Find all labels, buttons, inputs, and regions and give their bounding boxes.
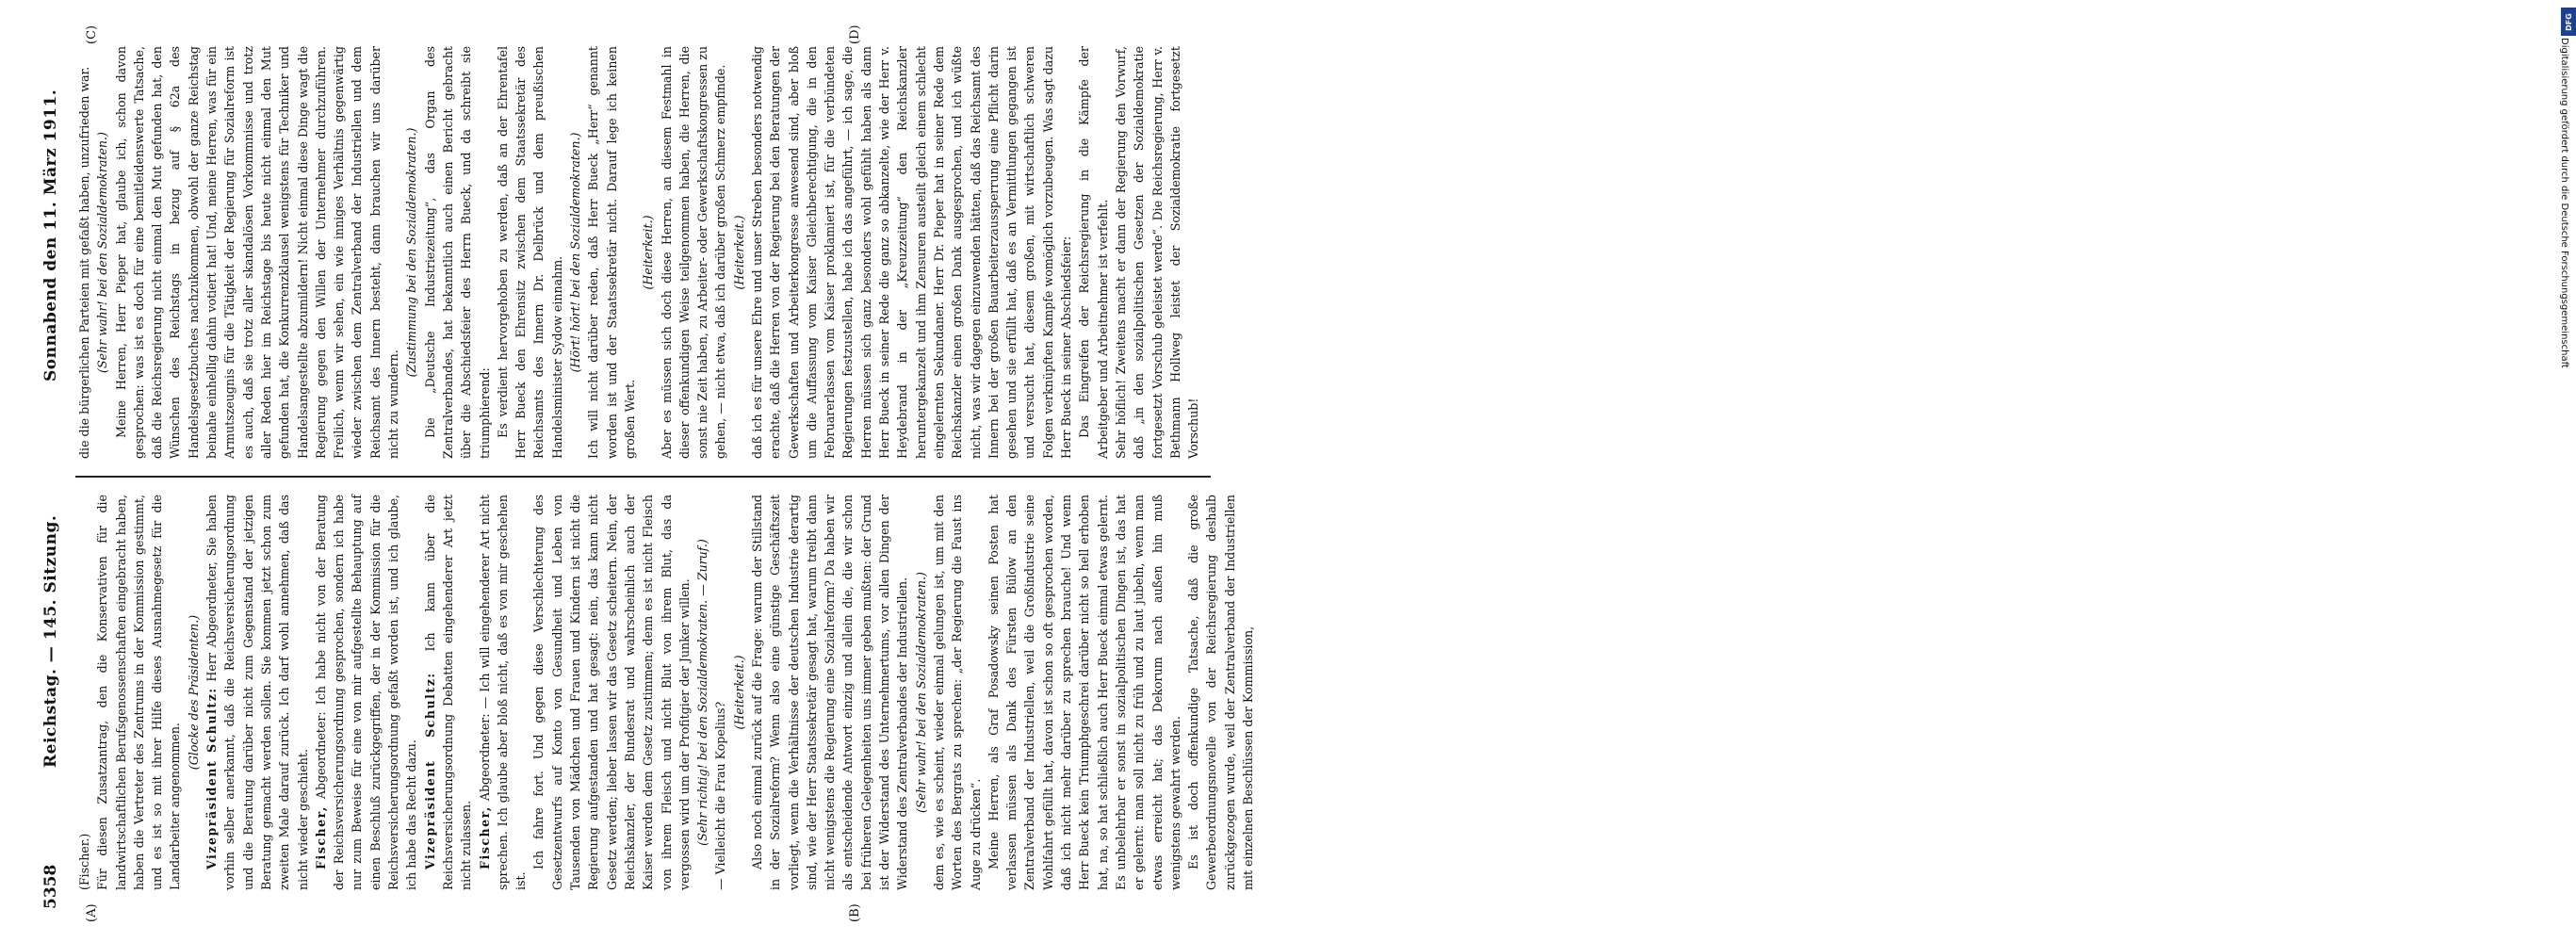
right-column — [75, 46, 1211, 459]
paragraph — [93, 46, 111, 459]
paragraph — [402, 46, 420, 459]
paragraph-text: die die bürgerlichen Parteien mit gefaßt haben, unzufrieden war. — [77, 66, 91, 459]
paragraph-text: — Vielleicht die Frau Kopelius? — [713, 701, 728, 890]
paragraph — [584, 46, 639, 459]
paragraph-text: Abgeordneter: Ich habe nicht von der Beratung der Reichsversicherungsordnung gesprochen, sondern ich habe nur zum Beweise für eine von mir aufgestellte Behauptung auf einen Beschluß zurückgegriffen, der in der Kommission für die Reichsversicherungsordnung gefaßt worden ist, und ich glaube, ich habe das Recht dazu. — [313, 495, 419, 890]
dfg-logo: DFG — [2561, 8, 2576, 36]
paragraph-text: Aber es müssen sich doch diese Herren, an diesem Festmahl in dieser offenkundigen Weise teilgenommen haben, die Herren, die sonst nie Zeit haben, zu Arbeiter- oder Gewerkschaftskongressen zu gehen, — nicht etwa, daß ich darüber großen Schmerz empfinde. — [659, 46, 728, 459]
paragraph-text: Also noch einmal zurück auf die Frage: warum der Stillstand in der Sozialreform? Wenn also eine günstige Geschäftszeit vorliegt, wenn die Verhältnisse der deutschen Industrie derartig sind, wie der Herr Staatssekretär gesagt hat, warum treibt dann nicht wenigstens die Regierung eine Sozialreform? Da haben wir als entscheidende Antwort einzig und allein die, die wir schon bei früheren Gelegenheiten uns immer geben mußten: der Grund ist der Widerstand des Unternehmertums, vor allen Dingen der Widerstand des Zentralverbandes der Industriellen. — [749, 495, 910, 890]
header-date: Sonnabend den 11. März 1911. — [41, 89, 60, 382]
paragraph — [711, 495, 729, 890]
paragraph — [494, 46, 566, 459]
paragraph-text: Meine Herren, als Graf Posadowsky seinen Posten hat verlassen müssen als Dank des Fürsten Bülow an den Zentralverband der Industriellen, weil die Großindustrie seine Wohlfahrt gefüllt hat, davon ist schon so oft gesprochen worden, daß ich nicht mehr darüber zu sprechen brauche! Und wenn Herr Bueck kein Triumphgeschrei darüber nicht so hell erhoben hat, na, so hat schließlich auch Herr Bueck einmal etwas gelernt. Es unbelehrbar er sonst in sozialpolitischen Dingen ist, das hat er gelernt: man soll nicht zu früh und zu laut jubeln, wenn man etwas erreicht hat; das Dekorum nach außen hin muß wenigstens gewahrt werden. — [986, 495, 1182, 890]
page-number: 5358 — [41, 864, 60, 909]
margin-mark-b: (B) — [848, 903, 862, 922]
paragraph-text: Meine Herren, Herr Pieper hat, glaube ich, schon davon gesprochen: was ist es doch für eine bemitleidenswerte Tatsache, daß die Reichsregierung nicht einmal den Mut gefunden hat, den Wünschen des Reichstags in bezug auf § 62a des Handelsgesetzbuches nachzukommen, obwohl der ganze Reichstag beinahe einhellig dahin votiert hat! Und, meine Herren, was für ein Armutszeugnis für die Tätigkeit der Regierung für Sozialreform ist es auch, daß sie trotz aller skandalösen Vorkommnisse und trotz aller Reden hier im Reichstage bis heute nicht einmal den Mut gefunden hat, die Konkurrenzklausel wenigstens für Techniker und Handelsangestellte abzumildern! Nicht einmal diese Dinge wagt die Regierung gegen den Willen der Unternehmer durchzuführen. Freilich, wenn wir sehen, ein wie inniges Verhältnis gegenwärtig wieder zwischen dem Zentralverband der Industriellen und dem Reichsamt des Innern besteht, dann brauchen wir uns darüber nicht zu wundern. — [113, 46, 401, 459]
paragraph-text: Abgeordneter: — Ich will eingehenderer Art nicht sprechen. Ich glaube aber bloß nicht, daß es von mir geschehen ist. — [477, 495, 529, 890]
margin-mark-d: (D) — [848, 24, 862, 44]
paragraph — [75, 46, 93, 459]
paragraph-text: (Heiterkeit.) — [641, 215, 656, 290]
paragraph — [693, 495, 711, 890]
paragraph-text: (Heiterkeit.) — [731, 215, 746, 290]
paragraph — [985, 495, 1184, 890]
paragraph — [730, 495, 748, 890]
paragraph — [658, 46, 730, 459]
paragraph-text: (Zustimmung bei den Sozialdemokraten.) — [404, 127, 419, 378]
paragraph-text: Ich kann über die Reichsversicherungsordnung Debatten eingehenderer Art jetzt nicht zulassen. — [422, 495, 474, 890]
paragraph-text: (Heiterkeit.) — [731, 655, 746, 730]
paragraph — [112, 46, 403, 459]
paragraph-text: (Sehr wahr! bei den Sozialdemokraten.) — [913, 572, 928, 813]
rotated-page — [28, 5, 1255, 922]
paragraph-text: (Sehr richtig! bei den Sozialdemokraten. — Zuruf.) — [695, 539, 710, 846]
paragraph — [75, 495, 93, 890]
paragraph — [421, 46, 494, 459]
paragraph — [1112, 46, 1202, 459]
paragraph-text: Ich will nicht darüber reden, daß Herr Bueck „Herr“ genannt worden ist und der Staatssekretär nicht. Darauf lege ich keinen großen Wert. — [586, 46, 637, 459]
paragraph — [185, 495, 203, 890]
paragraph — [93, 495, 184, 890]
paragraph — [748, 46, 1075, 459]
margin-mark-c: (C) — [85, 24, 99, 44]
paragraph — [421, 495, 476, 890]
header-title: Reichstag. — 145. Sitzung. — [41, 514, 60, 768]
paragraph — [748, 495, 912, 890]
credit-sidebar — [1280, 0, 2573, 942]
speaker-name: Fischer, — [477, 805, 492, 869]
speaker-name: Vizepräsident Schultz: — [422, 672, 437, 869]
paragraph-text: dem es, wie es scheint, wieder einmal gelungen ist, um mit den Worten des Bergrats zu sprechen: „der Regierung die Faust ins Auge zu drücken“. — [931, 495, 983, 890]
credit-text: Digitalisierung gefördert durch die Deutsche Forschungsgemeinschaft — [2559, 38, 2569, 368]
paragraph — [530, 495, 693, 890]
paragraph-text: Herr Abgeordneter, Sie haben vorhin selber anerkannt, daß die Reichsversicherungsordnung und die Beratung darüber nicht zum Gegenstand der jetzigen Beratung gemacht werden sollen. Sie kommen jetzt schon zum zweiten Male darauf zurück. Ich darf wohl annehmen, daß das nicht wieder geschieht. — [204, 495, 310, 890]
paragraph — [730, 46, 748, 459]
paragraph-text: Es verdient hervorgehoben zu werden, daß an der Ehrentafel Herr Bueck den Ehrensitz zwischen dem Staatssekretär des Reichsamts des Innern Dr. Delbrück und dem preußischen Handelsminister Sydow einnahm. — [495, 46, 564, 459]
speaker-name: Vizepräsident Schultz: — [204, 687, 220, 869]
paragraph — [639, 46, 657, 459]
paragraph-text: Ich fahre fort. Und gegen diese Verschlechterung des Gesetzentwurfs auf Konto von Gesundheit und Leben von Tausenden von Mädchen und Frauen und Kindern ist nicht die Regierung aufgestanden und hat gesagt: nein, das kann nicht Gesetz werden; lieber lassen wir das Gesetz scheitern. Nein, der Reichskanzler, der Bundesrat und wahrscheinlich auch der Kaiser werden dem Gesetz zustimmen; denn es ist nicht Fleisch von ihrem Fleisch und nicht Blut von ihrem Blut, das da vergossen wird um der Profitgier der Junker willen. — [531, 495, 692, 890]
paragraph-text: Es ist doch offenkundige Tatsache, daß die große Gewerbeordnungsnovelle von der Reichsregierung deshalb zurückgezogen wurde, weil der Zentralverband der Industriellen mit einzelnen Beschlüssen der Kommission, — [1186, 495, 1255, 890]
left-column — [75, 495, 1255, 890]
paragraph-text: (Glocke des Präsidenten.) — [186, 614, 201, 771]
running-header — [36, 5, 68, 909]
paragraph — [912, 495, 930, 890]
paragraph — [1184, 495, 1257, 890]
paragraph-text: Für diesen Zusatzantrag, den die Konservativen für die landwirtschaftlichen Berufsgenossenschaften eingebracht haben, haben die Vertreter des Zentrums in der Kommission gestimmt, und es ist so mit ihrer Hilfe dieses Ausnahmegesetz für die Landarbeiter angenommen. — [95, 495, 183, 890]
paragraph — [930, 495, 985, 890]
paragraph-text: Die „Deutsche Industriezeitung“, das Organ des Zentralverbandes, hat bekanntlich auch einen Bericht gebracht über die Abschiedsfeier des Herrn Bueck, und da schreibt sie triumphierend: — [422, 46, 492, 459]
paragraph-text: (Sehr wahr! bei den Sozialdemokraten.) — [95, 132, 110, 373]
column-divider — [75, 476, 1211, 478]
paragraph — [566, 46, 584, 459]
paragraph-text: (Fischer.) — [77, 833, 91, 890]
paragraph — [1075, 46, 1112, 459]
paragraph-text: Sehr höflich! Zweitens macht er dann der Regierung den Vorwurf, daß „in den sozialpolitischen Gesetzen der Sozialdemokratie fortgesetzt Vorschub geleistet werde“. Die Reichsregierung, Herr v. Bethmann Hollweg leistet der Sozialdemokratie fortgesetzt Vorschub! — [1113, 46, 1201, 459]
margin-mark-a: (A) — [85, 903, 99, 922]
paragraph-text: daß ich es für unsere Ehre und unser Streben besonders notwendig erachte, daß die Herren von der Regierung bei den Beratungen der Gewerkschaften und Arbeiterkongresse anwesend sind, aber bloß um die Auffassung vom Kaiser Gleichberechtigung, die in den Februarerlassen vom Kaiser proklamiert ist, für die verbündeten Regierungen festzustellen, habe ich das angeführt, — ich sage, die Herren müssen sich ganz besonders wohl gefühlt haben als dann Herr Bueck in seiner Rede die ganz so abkanzelte, wie der Herr v. Heydebrand in der „Kreuzzeitung“ den Reichskanzler heruntergekanzelt und ihm Zensuren austeilt gleich einem schlecht eingelernten Sekundaner. Herr Dr. Pieper hat in seiner Rede dem Reichskanzler einen großen Dank ausgesprochen, und ich wüßte nicht, was wir dagegen einzuwenden hätten, daß das Reichsamt des Innern bei der großen Bauarbeiterzaussperrung eine Pflicht darin gesehen und sie erfüllt hat, daß es an Vermittlungen gegangen ist und versucht hat, diesem großen, mit wirtschaftlich schweren Folgen verknüpften Kampfe womöglich vorzubeugen. Was sagt dazu Herr Bueck in seiner Abschiedsfeier: — [749, 46, 1074, 459]
paragraph — [476, 495, 530, 890]
paragraph-text: (Hört! hört! bei den Sozialdemokraten.) — [568, 132, 583, 373]
speaker-name: Fischer, — [313, 805, 328, 869]
paragraph-text: Das Eingreifen der Reichsregierung in die Kämpfe der Arbeitgeber und Arbeitnehmer ist verfehlt. — [1077, 46, 1110, 459]
paragraph — [203, 495, 312, 890]
paragraph — [312, 495, 421, 890]
